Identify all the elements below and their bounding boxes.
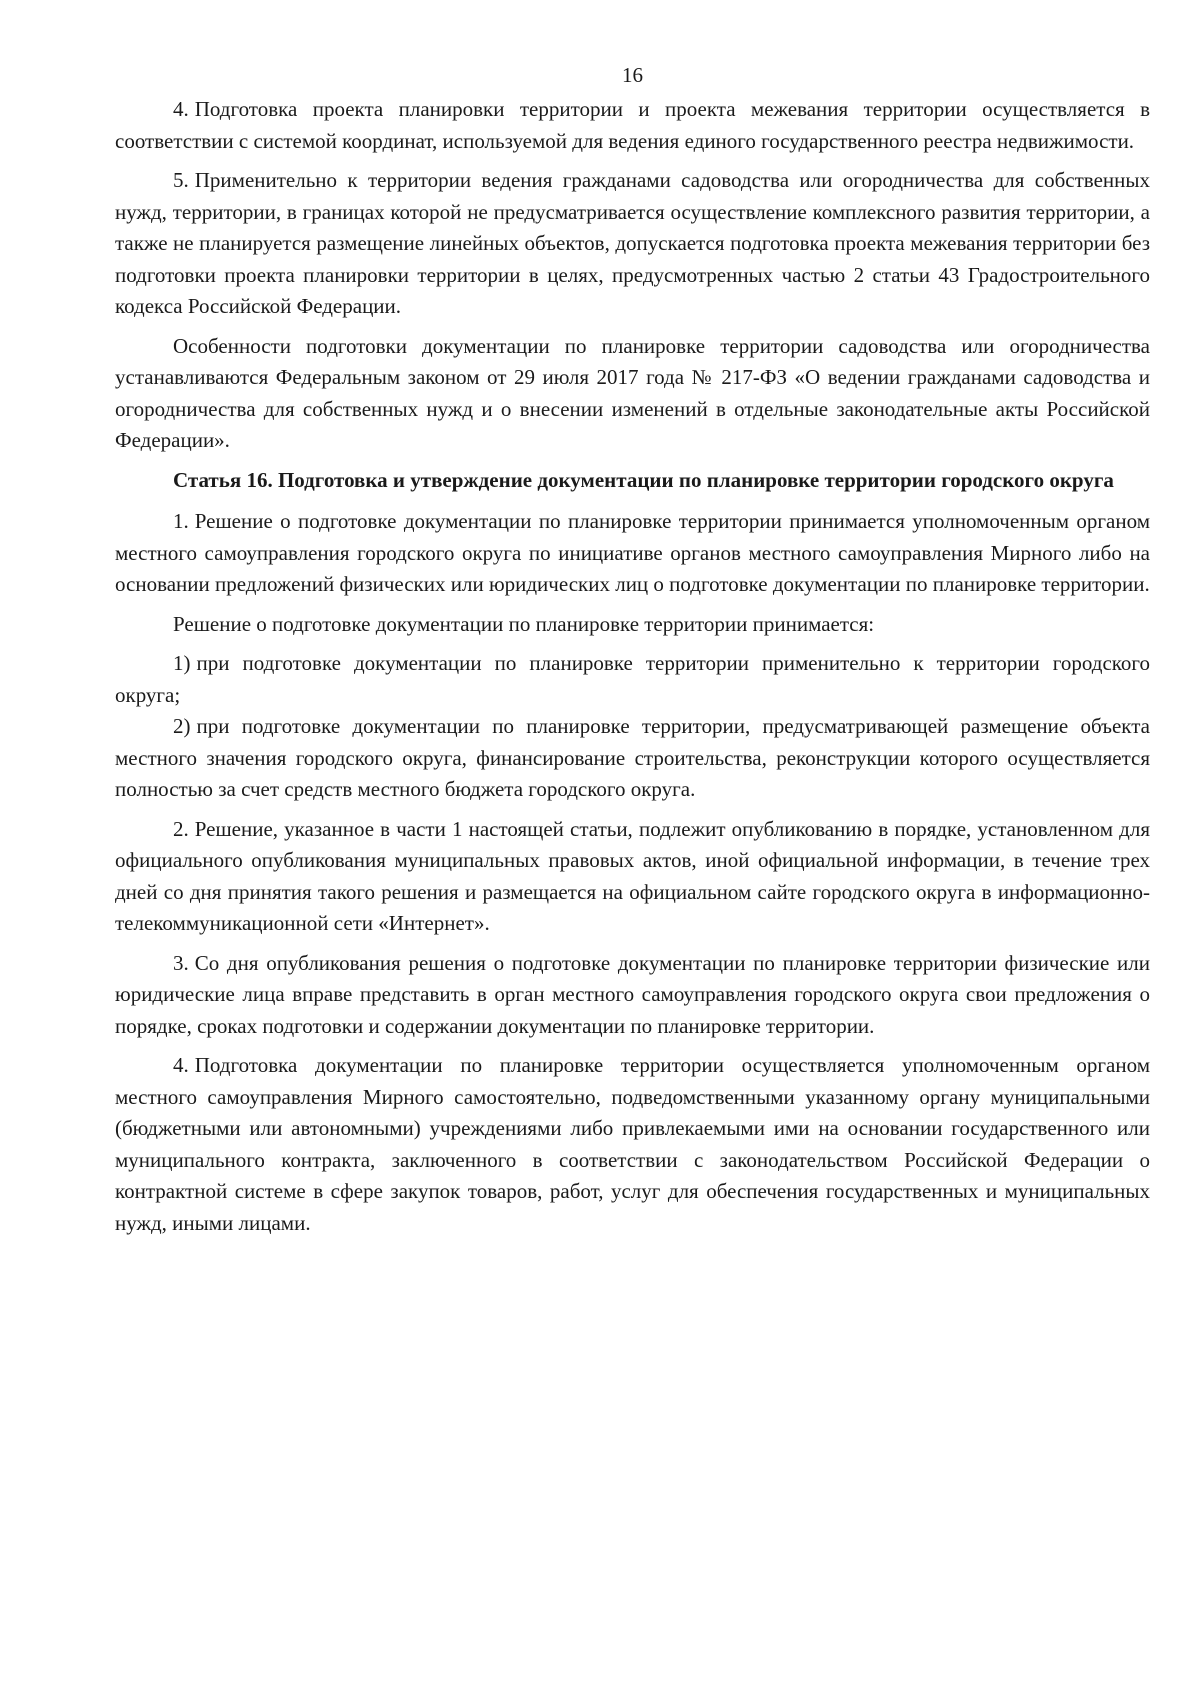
article-paragraph-4: [115, 1050, 1150, 1239]
document-page: [115, 60, 1150, 1247]
paragraph-number: 4.: [173, 1053, 189, 1077]
paragraph-text: Подготовка проекта планировки территории и проекта межевания территории осуществляется в соответствии с системой координат, используемой для ведения единого государственного реестра недвижимости.: [115, 97, 1150, 153]
list-item-2: [115, 711, 1150, 806]
list-item-number: 1): [173, 651, 191, 675]
paragraph-number: 4.: [173, 97, 189, 121]
list-item-1: [115, 648, 1150, 711]
list-item-text: при подготовке документации по планировке территории, предусматривающей размещение объекта местного значения городского округа, финансирование строительства, реконструкции которого осуществляется полностью за счет средств местного бюджета городского округа.: [115, 714, 1150, 801]
list-item-text: при подготовке документации по планировке территории применительно к территории городского округа;: [115, 651, 1150, 707]
paragraph-text: Применительно к территории ведения гражданами садоводства или огородничества для собственных нужд, территории, в границах которой не предусматривается осуществление комплексного развития территории, а также не планируется размещение линейных объектов, допускается подготовка проекта межевания территории без подготовки проекта планировки территории в целях, предусмотренных частью 2 статьи 43 Градостроительного кодекса Российской Федерации.: [115, 168, 1150, 318]
paragraph-text: Со дня опубликования решения о подготовке документации по планировке территории физические или юридические лица вправе представить в орган местного самоуправления городского округа свои предложения о порядке, сроках подготовки и содержании документации по планировке территории.: [115, 950, 1150, 1038]
paragraph-number: 3.: [173, 950, 189, 975]
paragraph-number: 5.: [173, 168, 189, 192]
paragraph-text: Особенности подготовки документации по планировке территории садоводства или огородничества устанавливаются Федеральным законом от 29 июля 2017 года № 217-ФЗ «О ведении гражданами садоводства и огородничества для собственных нужд и о внесении изменений в отдельные законодательные акты Российской Федерации».: [115, 333, 1150, 452]
paragraph-number: 1.: [173, 509, 189, 533]
paragraph-5: [115, 165, 1150, 323]
paragraph-text: Решение о подготовке документации по планировке территории принимается:: [173, 611, 875, 636]
article-paragraph-2: [115, 814, 1150, 940]
decision-intro: [115, 609, 1150, 641]
list-item-number: 2): [173, 714, 191, 738]
page-number: 16: [622, 63, 643, 87]
article-paragraph-1: [115, 506, 1150, 601]
article-paragraph-3: [115, 948, 1150, 1043]
paragraph-4: [115, 94, 1150, 157]
paragraph-features: [115, 331, 1150, 457]
paragraph-text: Подготовка документации по планировке территории осуществляется уполномоченным органом местного самоуправления Мирного самостоятельно, подведомственными указанному органу муниципальными (бюджетными или автономными) учреждениями либо привлекаемыми ими на основании государственного или муниципального контракта, заключенного в соответствии с законодательством Российской Федерации о контрактной системе в сфере закупок товаров, работ, услуг для обеспечения государственных и муниципальных нужд, иными лицами.: [115, 1053, 1150, 1235]
paragraph-text: Решение, указанное в части 1 настоящей статьи, подлежит опубликованию в порядке, установленном для официального опубликования муниципальных правовых актов, иной официальной информации, в течение трех дней со дня принятия такого решения и размещается на официальном сайте городского округа в информационно-телекоммуникационной сети «Интернет».: [115, 816, 1150, 935]
paragraph-text: Решение о подготовке документации по планировке территории принимается уполномоченным органом местного самоуправления городского округа по инициативе органов местного самоуправления Мирного либо на основании предложений физических или юридических лиц о подготовке документации по планировке территории.: [115, 509, 1150, 596]
paragraph-number: 2.: [173, 816, 189, 841]
article-heading: Статья 16. Подготовка и утверждение документации по планировке территории городского округа: [173, 467, 1114, 492]
